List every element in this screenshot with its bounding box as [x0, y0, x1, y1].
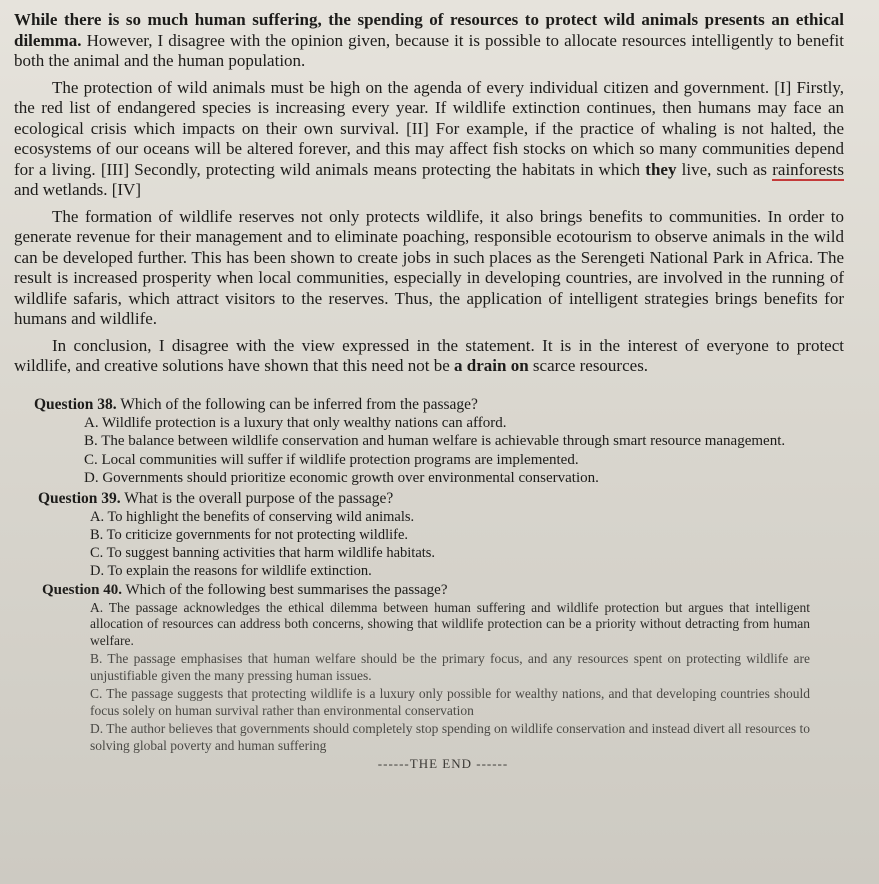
question-39 — [14, 489, 844, 580]
question-40-label: Question 40. — [42, 581, 123, 598]
question-40-title — [42, 581, 844, 600]
question-39-option-d[interactable]: D. To explain the reasons for wildlife extinction. — [90, 562, 372, 579]
question-39-option-b[interactable]: B. To criticize governments for not protecting wildlife. — [90, 526, 409, 543]
paragraph-2 — [14, 78, 844, 201]
intro-rest: However, I disagree with the opinion given, because it is possible to allocate resources intelligently to benefit both the animal and the human population. — [14, 30, 844, 70]
paragraph-3: The formation of wildlife reserves not only protects wildlife, it also brings benefits to communities. In order to generate revenue for their management and to eliminate poaching, responsible ecotourism to observe animals in the wild can be developed further. This has been shown to create jobs in such places as the Serengeti National Park in Africa. The result is increased prosperity when local communities, especially in developing countries, are involved in the running of wildlife safaris, which attract visitors to the reserves. Thus, the application of intelligent strategies brings benefits for humans and wildlife. — [14, 206, 844, 328]
question-39-text: What is the overall purpose of the passage? — [120, 489, 394, 507]
question-40-text: Which of the following best summarises the passage? — [122, 581, 448, 598]
paragraph-4 — [14, 336, 844, 377]
intro-bold: While there is so much human suffering, the spending of resources to protect wild animals presents an ethical dilemma. — [14, 10, 844, 50]
question-40-option-d[interactable]: D. The author believes that governments should completely stop spending on wildlife conservation and instead divert all resources to solving global poverty and human suffering — [90, 721, 810, 753]
para4-text-2: scarce resources. — [528, 356, 649, 375]
question-38-label: Question 38. — [34, 395, 117, 413]
question-39-title — [38, 489, 844, 508]
para2-bold-word: they — [645, 159, 677, 179]
para4-text-1: In conclusion, I disagree with the view expressed in the statement. It is in the interest of everyone to protect wildlife, and creative solutions have shown that this need not be — [14, 335, 844, 375]
question-38 — [14, 395, 844, 488]
para2-text-2: live, such as — [676, 159, 773, 179]
worksheet-page — [14, 10, 844, 772]
question-40-option-a[interactable]: A. The passage acknowledges the ethical dilemma between human suffering and wildlife protection but argues that intelligent allocation of resources can address both concerns, showing that wildlife protection can be a priority without detracting from human welfare. — [90, 599, 810, 648]
para2-text-1: The protection of wild animals must be high on the agenda of every individual citizen and government. [I] Firstly, the red list of endangered species is increasing every year. If wildlife extinction continues, then humans may face an ecological crisis which impacts on their own survival. [II] For example, if the practice of whaling is not halted, the ecosystems of our oceans will be altered forever, and this may affect fish stocks on which so many communities depend for a living. [III] Secondly, protecting wild animals means protecting the habitats in which — [14, 77, 844, 179]
question-38-option-c[interactable]: C. Local communities will suffer if wildlife protection programs are implemented. — [84, 451, 579, 468]
question-38-text: Which of the following can be inferred from the passage? — [116, 395, 478, 413]
intro-paragraph — [14, 10, 844, 72]
question-40-option-b[interactable]: B. The passage emphasises that human welfare should be the primary focus, and any resources spent on protecting wildlife are unjustifiable given the many pressing human issues. — [90, 651, 810, 683]
question-40-option-c[interactable]: C. The passage suggests that protecting wildlife is a luxury only possible for wealthy nations, and that developing countries should focus solely on human survival rather than environmental conservation — [90, 686, 810, 718]
para2-underlined-word: rainforests — [772, 159, 844, 179]
question-38-title — [34, 395, 844, 414]
question-39-label: Question 39. — [38, 489, 121, 507]
question-38-option-d[interactable]: D. Governments should prioritize economic growth over environmental conservation. — [84, 470, 599, 486]
question-39-option-a[interactable]: A. To highlight the benefits of conserving wild animals. — [90, 508, 415, 525]
question-38-option-a[interactable]: A. Wildlife protection is a luxury that only wealthy nations can afford. — [84, 414, 507, 431]
question-40 — [14, 581, 844, 773]
para4-bold-phrase: a drain on — [454, 356, 529, 375]
the-end-marker: ------THE END ------ — [377, 756, 509, 771]
para2-text-3: and wetlands. [IV] — [14, 180, 141, 199]
question-39-option-c[interactable]: C. To suggest banning activities that harm wildlife habitats. — [90, 544, 436, 561]
question-38-option-b[interactable]: B. The balance between wildlife conservation and human welfare is achievable through smart resource management. — [84, 433, 786, 449]
